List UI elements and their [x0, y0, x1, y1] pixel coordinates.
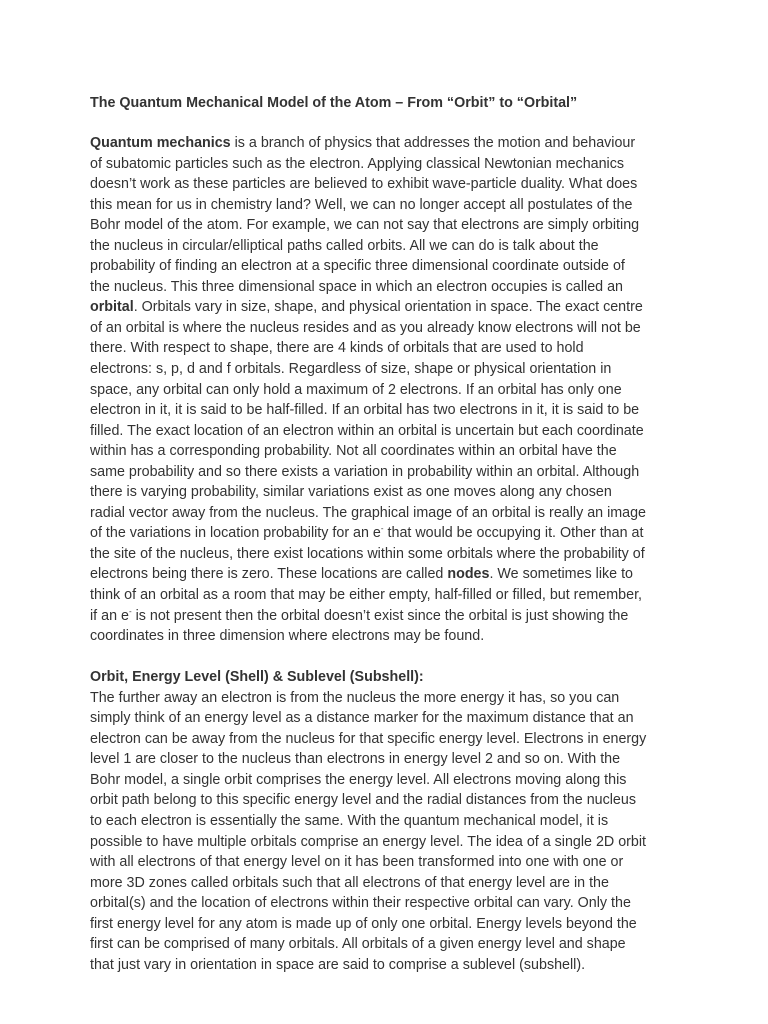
text-run: to each electron is essentially the same. With the quantum mechanical model, it is	[90, 813, 609, 829]
text-run: electron in it, it is said to be half-filled. If an orbital has two electrons in it, it is said to be	[90, 402, 640, 419]
text-run: Bohr model, a single orbit comprises the energy level. All electrons moving along this	[90, 771, 627, 788]
text-run: . We sometimes like to	[489, 566, 634, 583]
text-line	[90, 482, 680, 503]
text-line	[90, 544, 680, 565]
text-run: that would be occupying it. Other than at	[383, 525, 644, 542]
text-run: with all electrons of that energy level on it has been transformed into one with one or	[90, 854, 624, 871]
text-run: The further away an electron is from the nucleus the more energy it has, so you can	[90, 689, 620, 706]
text-line	[90, 338, 680, 359]
text-line	[90, 832, 680, 853]
text-line	[90, 749, 680, 770]
text-run: think of an orbital as a room that may be either empty, half-filled or filled, but remember,	[90, 587, 643, 604]
text-line	[90, 729, 680, 750]
text-line	[90, 215, 680, 236]
paragraph-spacer	[90, 647, 680, 668]
text-line	[90, 380, 680, 401]
document-title: The Quantum Mechanical Model of the Atom – From “Orbit” to “Orbital”	[90, 95, 578, 111]
text-run: Bohr model of the atom. For example, we can not say that electrons are simply orbiting	[90, 217, 640, 234]
text-line	[90, 195, 680, 216]
text-line	[90, 503, 680, 524]
text-run: more 3D zones called orbitals such that all electrons of that energy level are in the	[90, 874, 609, 891]
text-line	[90, 421, 680, 442]
text-line	[90, 441, 680, 462]
bold-term: Quantum mechanics	[90, 135, 231, 151]
text-line	[90, 934, 680, 955]
text-line	[90, 585, 680, 606]
text-line	[90, 811, 680, 832]
text-run: space, any orbital can only hold a maximum of 2 electrons. If an orbital has only one	[90, 381, 622, 398]
text-run: the nucleus. This three dimensional space in which an electron occupies is called an	[90, 278, 623, 295]
text-line	[90, 277, 680, 298]
text-line	[90, 564, 680, 585]
bold-term: nodes	[447, 566, 490, 583]
superscript-charge: -	[128, 606, 132, 616]
section-heading-orbit-energy-level: Orbit, Energy Level (Shell) & Sublevel (Subshell):	[90, 669, 424, 686]
text-run: possible to have multiple orbitals comprise an energy level. The idea of a single 2D orbit	[90, 833, 647, 850]
text-run: electrons: s, p, d and f orbitals. Regardless of size, shape or physical orientation in	[90, 361, 612, 378]
text-run: within has a corresponding probability. Not all coordinates within an orbital have the	[90, 443, 617, 460]
bold-term: orbital	[90, 299, 134, 316]
text-run: level 1 are closer to the nucleus than electrons in energy level 2 and so on. With the	[90, 751, 621, 768]
text-line	[90, 790, 680, 811]
text-line	[90, 400, 680, 421]
text-run: same probability and so there exists a variation in probability within an orbital. Although	[90, 463, 640, 480]
text-run: is a branch of physics that addresses the motion and behaviour	[230, 135, 636, 151]
text-line	[90, 318, 680, 339]
text-line	[90, 523, 680, 544]
text-line	[90, 893, 680, 914]
text-run: of subatomic particles such as the electron. Applying classical Newtonian mechanics	[90, 155, 625, 172]
text-run: first energy level for any atom is made up of only one orbital. Energy levels beyond the	[90, 915, 637, 932]
text-line	[90, 708, 680, 729]
text-run: orbital(s) and the location of electrons within their respective orbital can vary. Only the	[90, 895, 631, 912]
text-run: electrons being there is zero. These locations are called	[90, 566, 448, 583]
text-line	[90, 359, 680, 380]
text-line	[90, 626, 680, 647]
text-line	[90, 873, 680, 894]
text-run: doesn’t work as these particles are believed to exhibit wave-particle duality. What does	[90, 176, 638, 193]
paragraph-energy-levels	[90, 688, 680, 976]
text-run: this mean for us in chemistry land? Well, we can no longer accept all postulates of the	[90, 196, 633, 213]
superscript-charge: -	[380, 524, 384, 534]
text-run: orbit path belong to this specific energy level and the radial distances from the nucleus	[90, 792, 636, 809]
text-line	[90, 688, 680, 709]
text-run: there. With respect to shape, there are 4 kinds of orbitals that are used to hold	[90, 340, 584, 357]
paragraph-quantum-mechanics	[90, 133, 680, 647]
text-line	[90, 852, 680, 873]
text-run: coordinates in three dimension where electrons may be found.	[90, 628, 485, 645]
text-line	[90, 606, 680, 627]
text-run: is not present then the orbital doesn’t exist since the orbital is just showing the	[131, 607, 629, 624]
text-run: simply think of an energy level as a distance marker for the maximum distance that an	[90, 710, 634, 727]
text-line	[90, 174, 680, 195]
text-line	[90, 462, 680, 483]
text-run: if an e	[90, 607, 129, 624]
text-run: that just vary in orientation in space are said to comprise a sublevel (subshell).	[90, 956, 586, 973]
text-line	[90, 154, 680, 175]
text-run: filled. The exact location of an electron within an orbital is uncertain but each coordinate	[90, 422, 644, 439]
text-line	[90, 955, 680, 976]
document-page	[90, 93, 680, 975]
text-run: probability of finding an electron at a specific three dimensional coordinate outside of	[90, 258, 625, 275]
text-run: electron can be away from the nucleus for that specific energy level. Electrons in energy	[90, 730, 647, 747]
text-run: the site of the nucleus, there exist locations within some orbitals where the probability of	[90, 545, 645, 562]
text-run: . Orbitals vary in size, shape, and physical orientation in space. The exact centre	[133, 299, 643, 316]
text-run: there is varying probability, similar variations exist as one moves along any chosen	[90, 484, 612, 501]
text-run: of an orbital is where the nucleus resides and as you already know electrons will not be	[90, 319, 641, 336]
text-run: of the variations in location probability for an e	[90, 525, 381, 542]
text-line	[90, 133, 680, 154]
text-run: the nucleus in circular/elliptical paths called orbits. All we can do is talk about the	[90, 237, 599, 254]
text-line	[90, 914, 680, 935]
text-line	[90, 236, 680, 257]
text-run: radial vector away from the nucleus. The graphical image of an orbital is really an image	[90, 504, 647, 521]
text-line	[90, 770, 680, 791]
text-line	[90, 256, 680, 277]
text-line	[90, 297, 680, 318]
text-run: first can be comprised of many orbitals. All orbitals of a given energy level and shape	[90, 936, 626, 953]
